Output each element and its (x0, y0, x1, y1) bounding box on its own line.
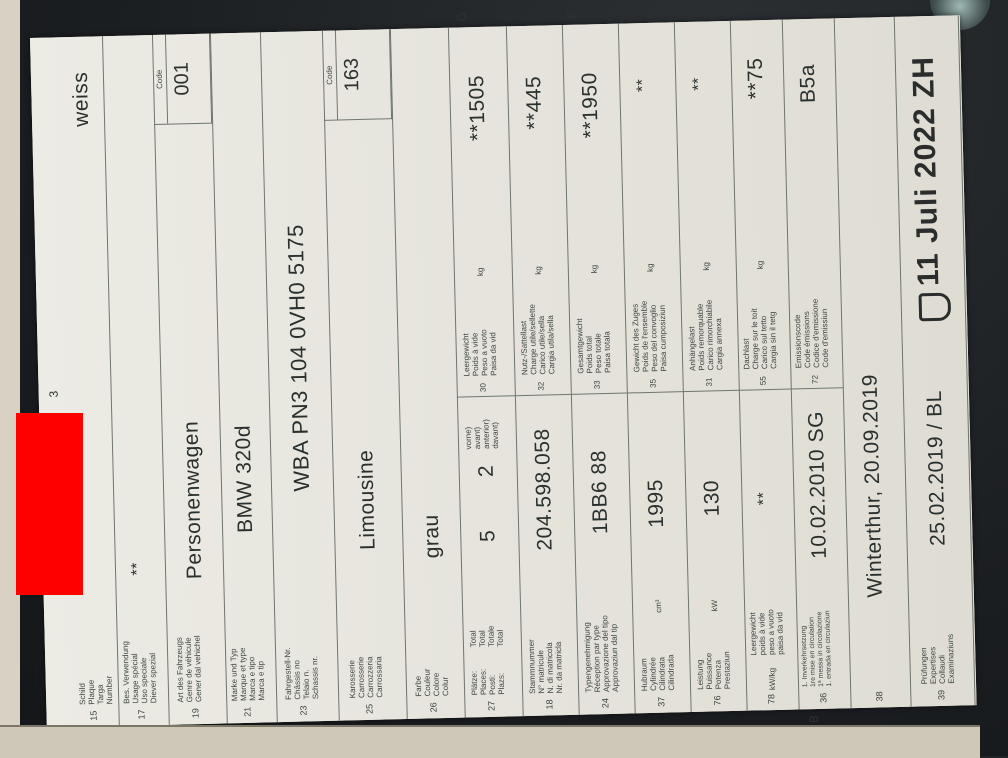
color-value: grau (419, 514, 444, 559)
page-mark: 3 (46, 390, 61, 398)
row-power: 76 Leistung Puissance Potenza Prestaziun kW 130 31 Anhängelast Poids remorquable Carico rimorchiabile Cargia annexa kg ** (674, 21, 748, 712)
make-value: BMW 320d (231, 424, 258, 534)
total-weight-cell: 33 Gesamtgewicht Poids total Peso totale Paisa totala kg **1950 (562, 24, 627, 395)
first-registration-value: 10.02.2010 SG (804, 410, 831, 560)
type-code-box: Code 001 (152, 34, 212, 125)
emission-value: B5a (795, 63, 820, 104)
row-use: 17 Bes. Verwendung Usage spécial Uso speciale Diever spezial ** (102, 35, 170, 726)
row-seats: 27 Plätze: Places: Posti: Plazs: Total Total Totale Total 5 2 vorne) avant) anterior) davant) 30 Leergewicht Poids à vide Peso a vuoto Paisa da vid kg **1505 (448, 26, 524, 717)
emission-cell: 72 Emissionscode Code émissions Codice d'emissione Code d'emissiun B5a (782, 18, 843, 389)
row-approval: 24 Typengenehmigung Réception par type Approvazione del tipo Approvaziun dal tip 1BB6 88 33 Gesamtgewicht Poids total Peso totale Paisa totala kg **1950 (562, 24, 636, 715)
use-value: ** (128, 561, 147, 576)
vehicle-type-value: Personenwagen (179, 420, 207, 580)
row-plate: 15 Schild Plaque Targa Number weiss (60, 36, 120, 727)
row-place-date: 38 Winterthur, 20.09.2019 (834, 17, 912, 708)
row-first-registration: 36 1. Inverkehrsetzung 1re mise en circulation 1ª messa in circolazione 1. entrada en circulaziun 10.02.2010 SG 72 Emissionscode Code émissions Codice d'emissione Code d'emissiun B5a (782, 18, 852, 709)
train-weight-value: ** (634, 78, 652, 93)
roof-load-cell: 55 Dachlast Charge sur le toit Carico sul tetto Cargia sin il tetg kg **75 (730, 20, 791, 391)
payload-cell: 32 Nutz-/Sattellast Charge utile/sellette Carico utile/sella Cargia utila/sella kg **445 (506, 25, 571, 396)
section-letter-f: F (564, 11, 579, 19)
row-color: 26 Farbe Couleur Colore Colur grau (390, 28, 466, 719)
document-content (30, 11, 977, 728)
registration-document (30, 11, 977, 728)
seats-front-value: 2 (474, 464, 498, 478)
underlying-paper (0, 725, 980, 758)
empty-weight-cell: 30 Leergewicht Poids à vide Peso a vuoto Paisa da vid kg **1505 (448, 26, 515, 397)
trailer-value: ** (690, 77, 708, 91)
row-number: 18 Stammnummer N° matricule N. di matricola Nr. da matricla 204.598.058 32 Nutz-/Sattellast Charge utile/sellette Carico utile/sella Cargia utila/sella kg **445 (506, 25, 580, 716)
body-value: Limousine (354, 449, 380, 551)
payload-value: **445 (522, 75, 547, 130)
number-value: 204.598.058 (530, 428, 557, 551)
trailer-cell: 31 Anhängelast Poids remorquable Carico rimorchiabile Cargia annexa kg ** (674, 21, 739, 392)
body-code-box: Code 163 (322, 29, 392, 121)
empty-weight-value: **1505 (465, 74, 490, 142)
plate-value: weiss (68, 71, 94, 128)
row-ratio: 78 Leergewicht poids à vide peso a vuoto paisa da vid kW/kg ** 55 Dachlast Charge sur le toit Carico sul tetto Cargia sin il tetg kg **75 (730, 20, 800, 711)
section-letter-b: B (806, 714, 821, 724)
left-paper-edge (0, 0, 20, 756)
row-displacement: 37 Hubraum Cylindrée Cilindrata Cilindrada cm³ 1995 35 Gewicht des Zuges Poids de l'ensemble Peso del convoglio Paisa cumposiziun kg ** (618, 22, 692, 713)
seats-value: 5 (476, 529, 500, 543)
redaction-box (16, 413, 83, 595)
roof-load-value: **75 (743, 57, 768, 100)
approval-value: 1BB6 88 (587, 449, 613, 535)
canton-shield-icon (919, 293, 952, 322)
row-exam: 39 Prüfungen Expertises Collaudi Examinaziuns 25.02.2019 / BL 11 Juli 2022 ZH (894, 15, 976, 706)
inspection-stamp: 11 Juli 2022 ZH (906, 55, 946, 287)
row-make: 21 Marke und Typ Marque et type Marca e tipo Marca e tip BMW 320d (210, 32, 278, 723)
row-chassis: 23 Fahrgestell-Nr. Châssis no Telaio n. Schassis nr. WBA PN3 104 0VH0 5175 (260, 31, 340, 722)
row-vehicle-type: 19 Art des Fahrzeugs Genre de véhicule Gener dal vehichel Personenwagen Code 001 (152, 34, 228, 725)
place-date-value: Winterthur, 20.09.2019 (858, 373, 887, 598)
total-weight-value: **1950 (578, 71, 603, 139)
row-body: 25 Karosserie Carrosserie Carrozzeria Carrossaria Limousine Code 163 (322, 29, 408, 720)
power-value: 130 (700, 479, 724, 517)
section-letter-g: G (454, 11, 469, 22)
chassis-value: WBA PN3 104 0VH0 5175 (282, 223, 315, 492)
exam-value: 25.02.2019 / BL (922, 389, 950, 547)
displacement-value: 1995 (643, 478, 669, 529)
train-weight-cell: 35 Gewicht des Zuges Poids de l'ensemble Peso del convoglio Paisa cumposiziun kg ** (618, 22, 683, 393)
ratio-value: ** (755, 491, 773, 506)
